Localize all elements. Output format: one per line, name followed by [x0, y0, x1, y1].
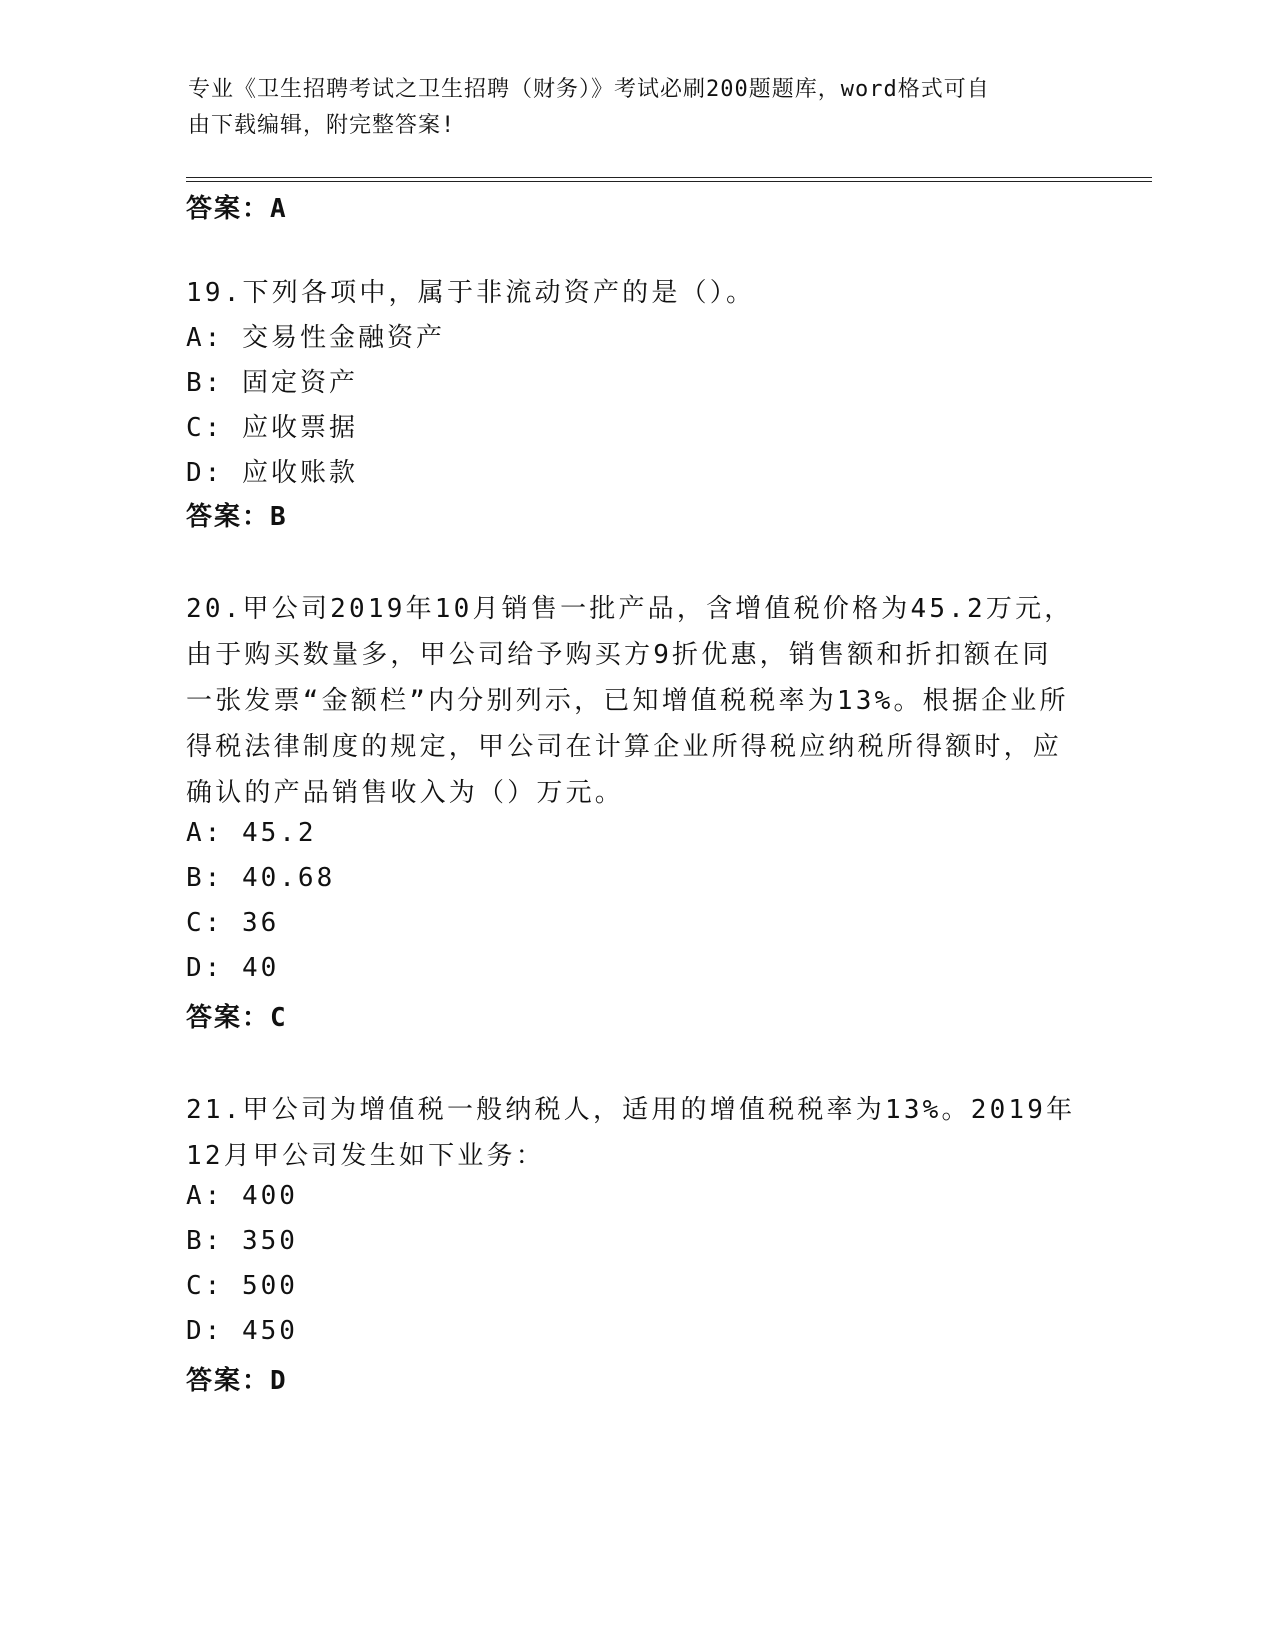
q19-stem: 19.下列各项中，属于非流动资产的是（）。	[186, 278, 756, 308]
q20-stem-line-3: 一张发票“金额栏”内分别列示，已知增值税税率为13%。根据企业所	[186, 686, 1069, 716]
q21-answer: 答案：D	[186, 1366, 288, 1396]
q19-answer: 答案：B	[186, 502, 288, 532]
q19-option-a: A: 交易性金融资产	[186, 323, 445, 353]
q21-option-d: D: 450	[186, 1316, 298, 1346]
q21-stem-line-1: 21.甲公司为增值税一般纳税人，适用的增值税税率为13%。2019年	[186, 1095, 1076, 1125]
page-header	[188, 72, 1068, 144]
q21-stem-line-2: 12月甲公司发生如下业务：	[186, 1141, 545, 1171]
header-rule-top	[186, 177, 1152, 178]
q20-stem-line-4: 得税法律制度的规定，甲公司在计算企业所得税应纳税所得额时，应	[186, 732, 1063, 762]
q19-option-b: B: 固定资产	[186, 368, 358, 398]
q20-option-d: D: 40	[186, 953, 280, 983]
q21-option-a: A: 400	[186, 1181, 298, 1211]
header-rule-bottom	[186, 181, 1152, 182]
q20-option-a: A: 45.2	[186, 818, 317, 848]
q21-option-b: B: 350	[186, 1226, 298, 1256]
header-line-2: 由下载编辑，附完整答案!	[188, 113, 456, 138]
q20-stem-line-5: 确认的产品销售收入为（）万元。	[186, 778, 625, 808]
q20-stem-line-2: 由于购买数量多，甲公司给予购买方9折优惠，销售额和折扣额在同	[186, 640, 1052, 670]
q20-answer: 答案：C	[186, 1003, 288, 1033]
q20-stem-line-1: 20.甲公司2019年10月销售一批产品，含增值税价格为45.2万元，	[186, 594, 1074, 624]
previous-answer: 答案：A	[186, 194, 288, 224]
q20-option-b: B: 40.68	[186, 863, 336, 893]
q19-option-c: C: 应收票据	[186, 413, 358, 443]
q19-option-d: D: 应收账款	[186, 458, 358, 488]
q21-option-c: C: 500	[186, 1271, 298, 1301]
header-line-1: 专业《卫生招聘考试之卫生招聘（财务）》考试必刷200题题库，word格式可自	[188, 77, 990, 102]
q20-option-c: C: 36	[186, 908, 280, 938]
